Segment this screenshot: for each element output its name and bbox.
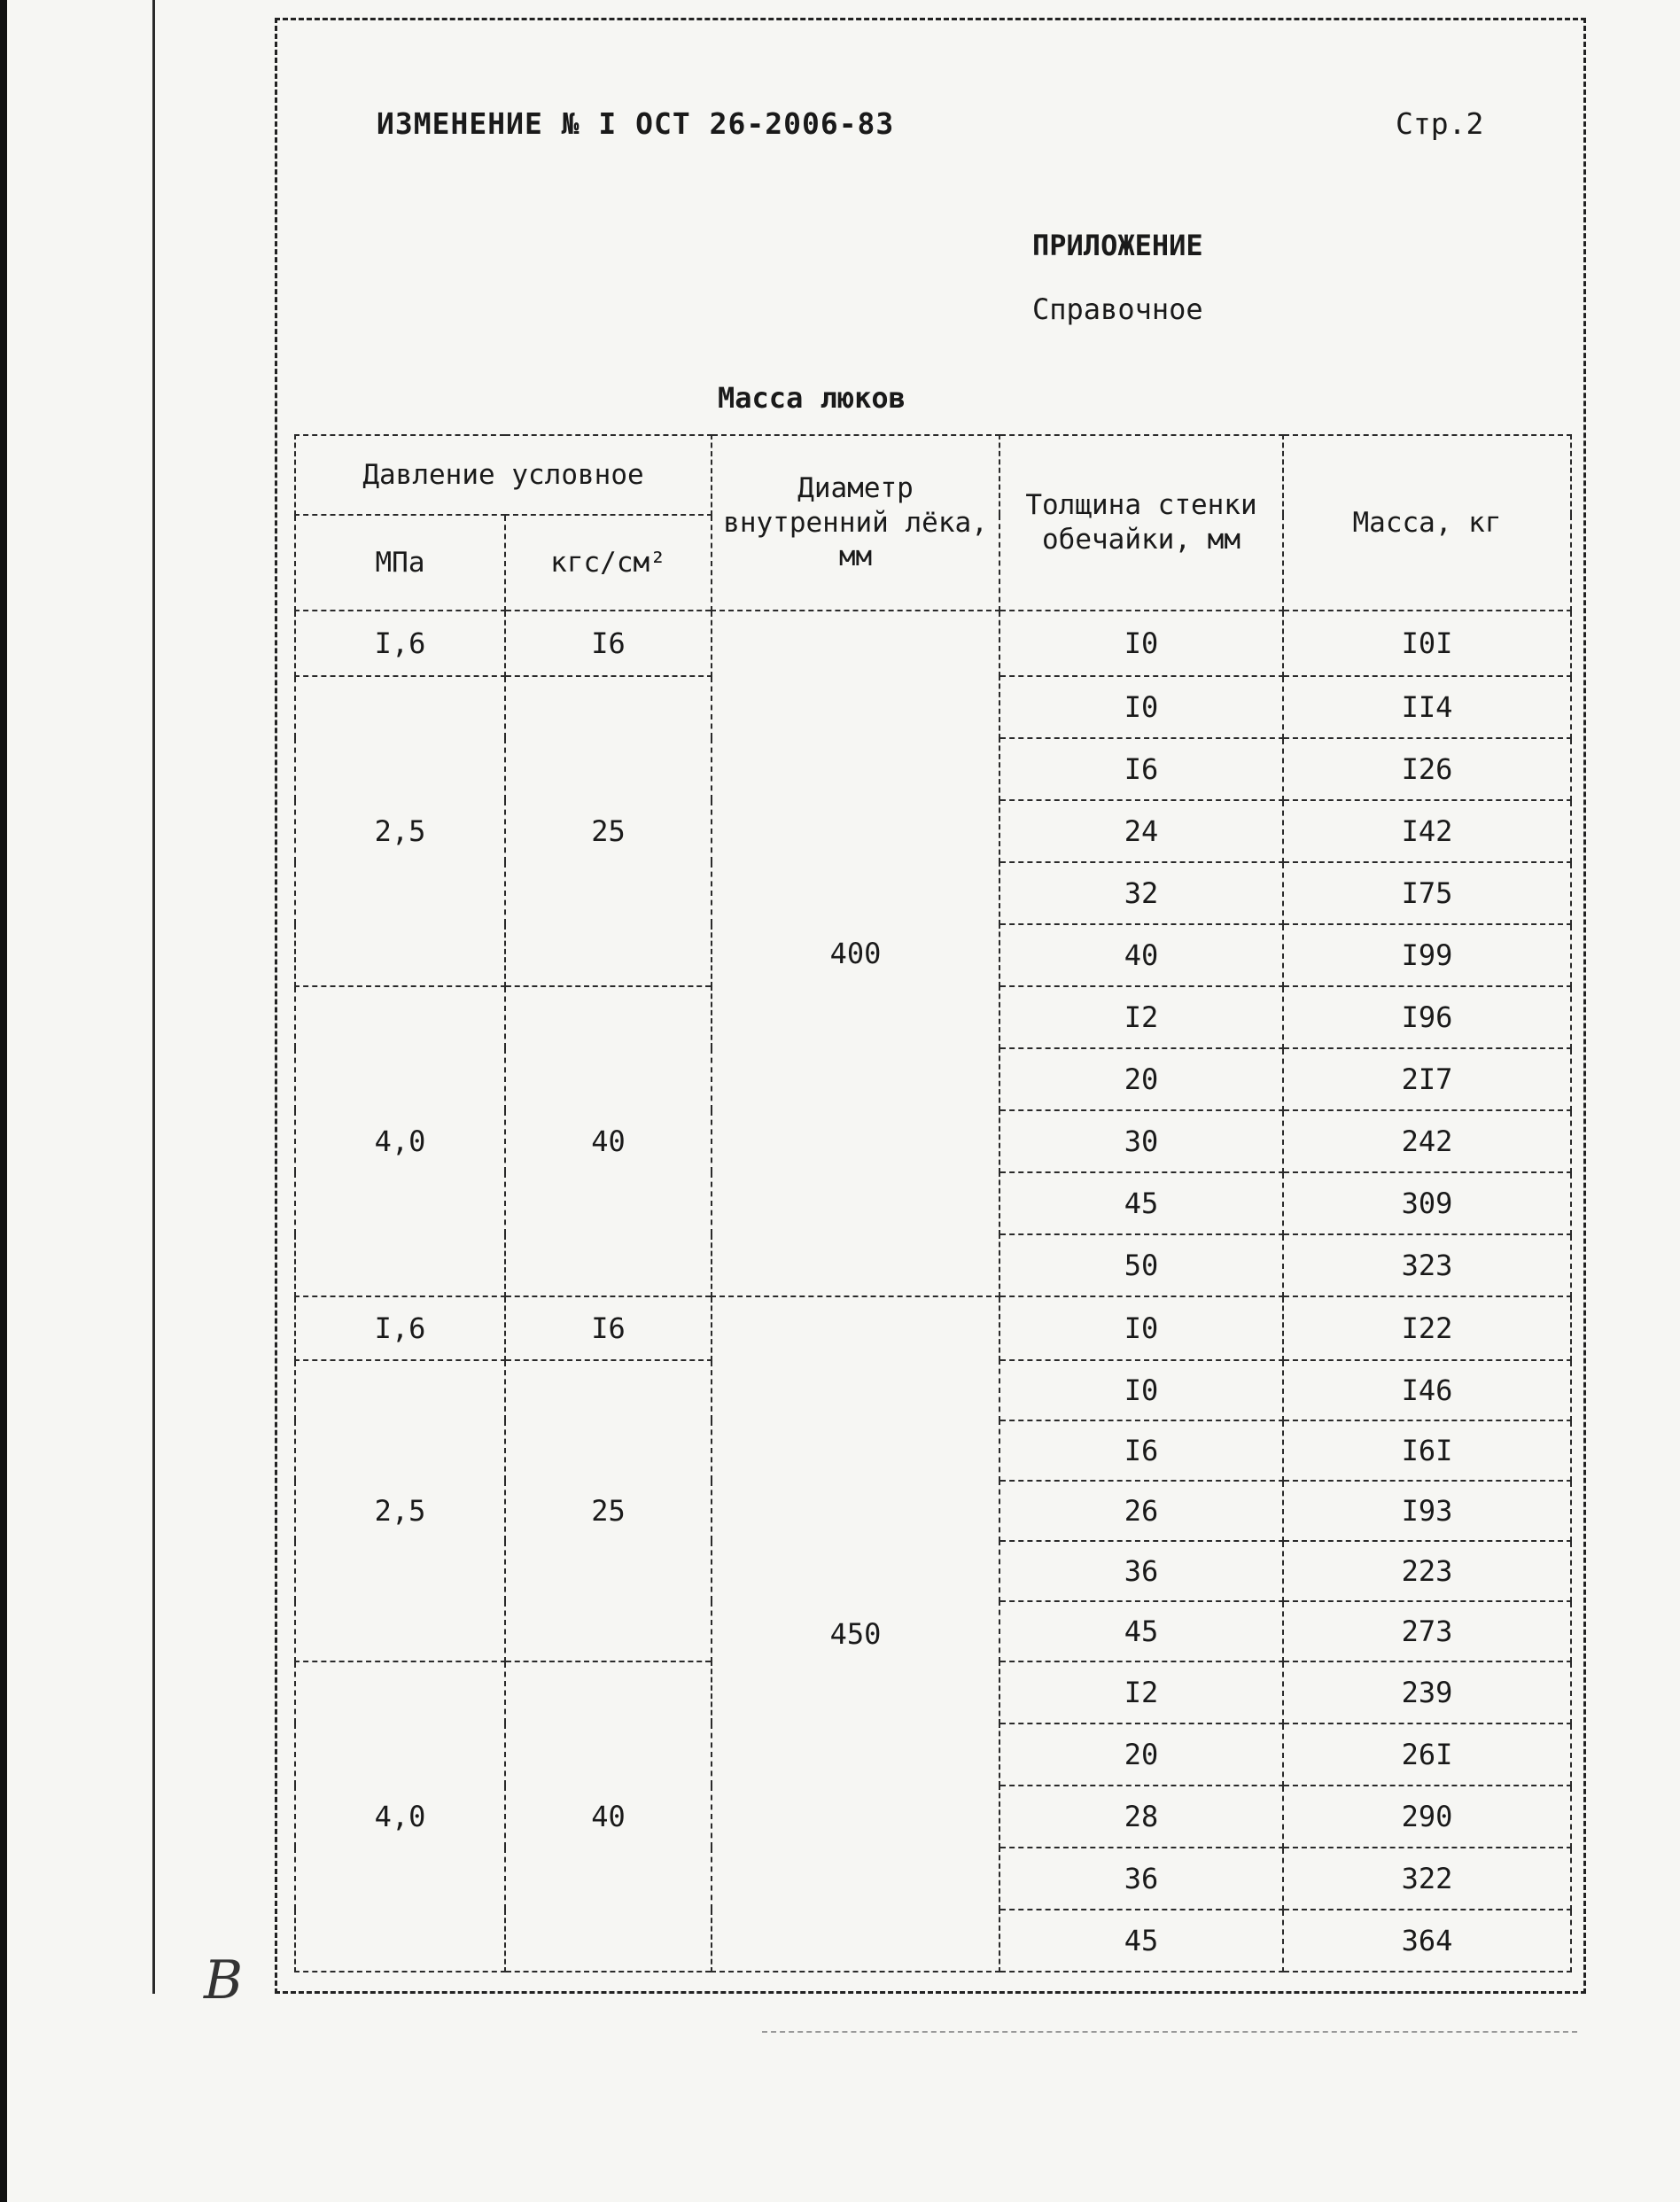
thickness-cell: 20 — [999, 1723, 1283, 1786]
mass-cell: 242 — [1283, 1110, 1571, 1172]
mass-cell: I99 — [1283, 924, 1571, 986]
mass-cell: I26 — [1283, 738, 1571, 800]
appendix-type: Справочное — [1032, 292, 1203, 326]
mass-table — [294, 434, 1572, 1972]
mass-cell: 364 — [1283, 1910, 1571, 1972]
thickness-cell: 40 — [999, 924, 1283, 986]
kgf-header: кгс/см² — [505, 515, 712, 611]
thickness-cell: 45 — [999, 1601, 1283, 1661]
thickness-cell: 30 — [999, 1110, 1283, 1172]
thickness-cell: 20 — [999, 1048, 1283, 1110]
pressure-kgf-cell: 25 — [505, 1360, 712, 1661]
pressure-mpa-cell: 4,0 — [295, 986, 505, 1296]
mass-cell: 2I7 — [1283, 1048, 1571, 1110]
mass-cell: 322 — [1283, 1848, 1571, 1910]
pressure-mpa-cell: 4,0 — [295, 1661, 505, 1972]
mass-header: Масса, кг — [1283, 435, 1571, 611]
thickness-cell: I6 — [999, 1420, 1283, 1481]
thickness-cell: 50 — [999, 1234, 1283, 1296]
thickness-cell: I6 — [999, 738, 1283, 800]
thickness-cell: 45 — [999, 1910, 1283, 1972]
mass-cell: I96 — [1283, 986, 1571, 1048]
mass-cell: I0I — [1283, 611, 1571, 676]
mass-cell: I46 — [1283, 1360, 1571, 1420]
mass-cell: 26I — [1283, 1723, 1571, 1786]
binding-margin-line — [152, 0, 155, 1994]
thickness-header: Толщина стенки обечайки, мм — [999, 435, 1283, 611]
thickness-cell: 36 — [999, 1848, 1283, 1910]
mass-cell: I6I — [1283, 1420, 1571, 1481]
pressure-mpa-cell: I,6 — [295, 611, 505, 676]
mass-cell: 239 — [1283, 1661, 1571, 1723]
thickness-cell: 36 — [999, 1541, 1283, 1601]
diameter-cell: 400 — [712, 611, 999, 1296]
pressure-kgf-cell: 40 — [505, 1661, 712, 1972]
diameter-cell: 450 — [712, 1296, 999, 1972]
thickness-cell: I0 — [999, 1296, 1283, 1360]
mass-cell: I75 — [1283, 862, 1571, 924]
mass-cell: 223 — [1283, 1541, 1571, 1601]
mass-cell: II4 — [1283, 676, 1571, 738]
bottom-dashed-rule — [762, 2031, 1577, 2033]
thickness-cell: 32 — [999, 862, 1283, 924]
thickness-cell: I2 — [999, 1661, 1283, 1723]
thickness-cell: 26 — [999, 1481, 1283, 1541]
handwritten-signature: В — [204, 1949, 244, 2011]
page-number: Стр.2 — [1396, 106, 1484, 141]
mass-cell: 290 — [1283, 1786, 1571, 1848]
pressure-mpa-cell: I,6 — [295, 1296, 505, 1360]
mass-cell: 323 — [1283, 1234, 1571, 1296]
mass-cell: I22 — [1283, 1296, 1571, 1360]
scan-left-edge — [0, 0, 7, 2202]
mass-cell: 273 — [1283, 1601, 1571, 1661]
thickness-cell: I0 — [999, 611, 1283, 676]
pressure-kgf-cell: I6 — [505, 611, 712, 676]
thickness-cell: 28 — [999, 1786, 1283, 1848]
pressure-kgf-cell: I6 — [505, 1296, 712, 1360]
thickness-cell: I2 — [999, 986, 1283, 1048]
thickness-cell: I0 — [999, 676, 1283, 738]
mass-cell: I42 — [1283, 800, 1571, 862]
pressure-mpa-cell: 2,5 — [295, 676, 505, 986]
mpa-header: МПа — [295, 515, 505, 611]
document-title: ИЗМЕНЕНИЕ № I ОСТ 26-2006-83 — [377, 106, 895, 141]
pressure-mpa-cell: 2,5 — [295, 1360, 505, 1661]
thickness-cell: I0 — [999, 1360, 1283, 1420]
table-title: Масса люков — [718, 381, 906, 415]
pressure-kgf-cell: 40 — [505, 986, 712, 1296]
diameter-header: Диаметр внутренний лёка, мм — [712, 435, 999, 611]
pressure-header: Давление условное — [295, 435, 712, 515]
thickness-cell: 45 — [999, 1172, 1283, 1234]
mass-cell: 309 — [1283, 1172, 1571, 1234]
pressure-kgf-cell: 25 — [505, 676, 712, 986]
mass-cell: I93 — [1283, 1481, 1571, 1541]
appendix-label: ПРИЛОЖЕНИЕ — [1032, 229, 1203, 262]
thickness-cell: 24 — [999, 800, 1283, 862]
